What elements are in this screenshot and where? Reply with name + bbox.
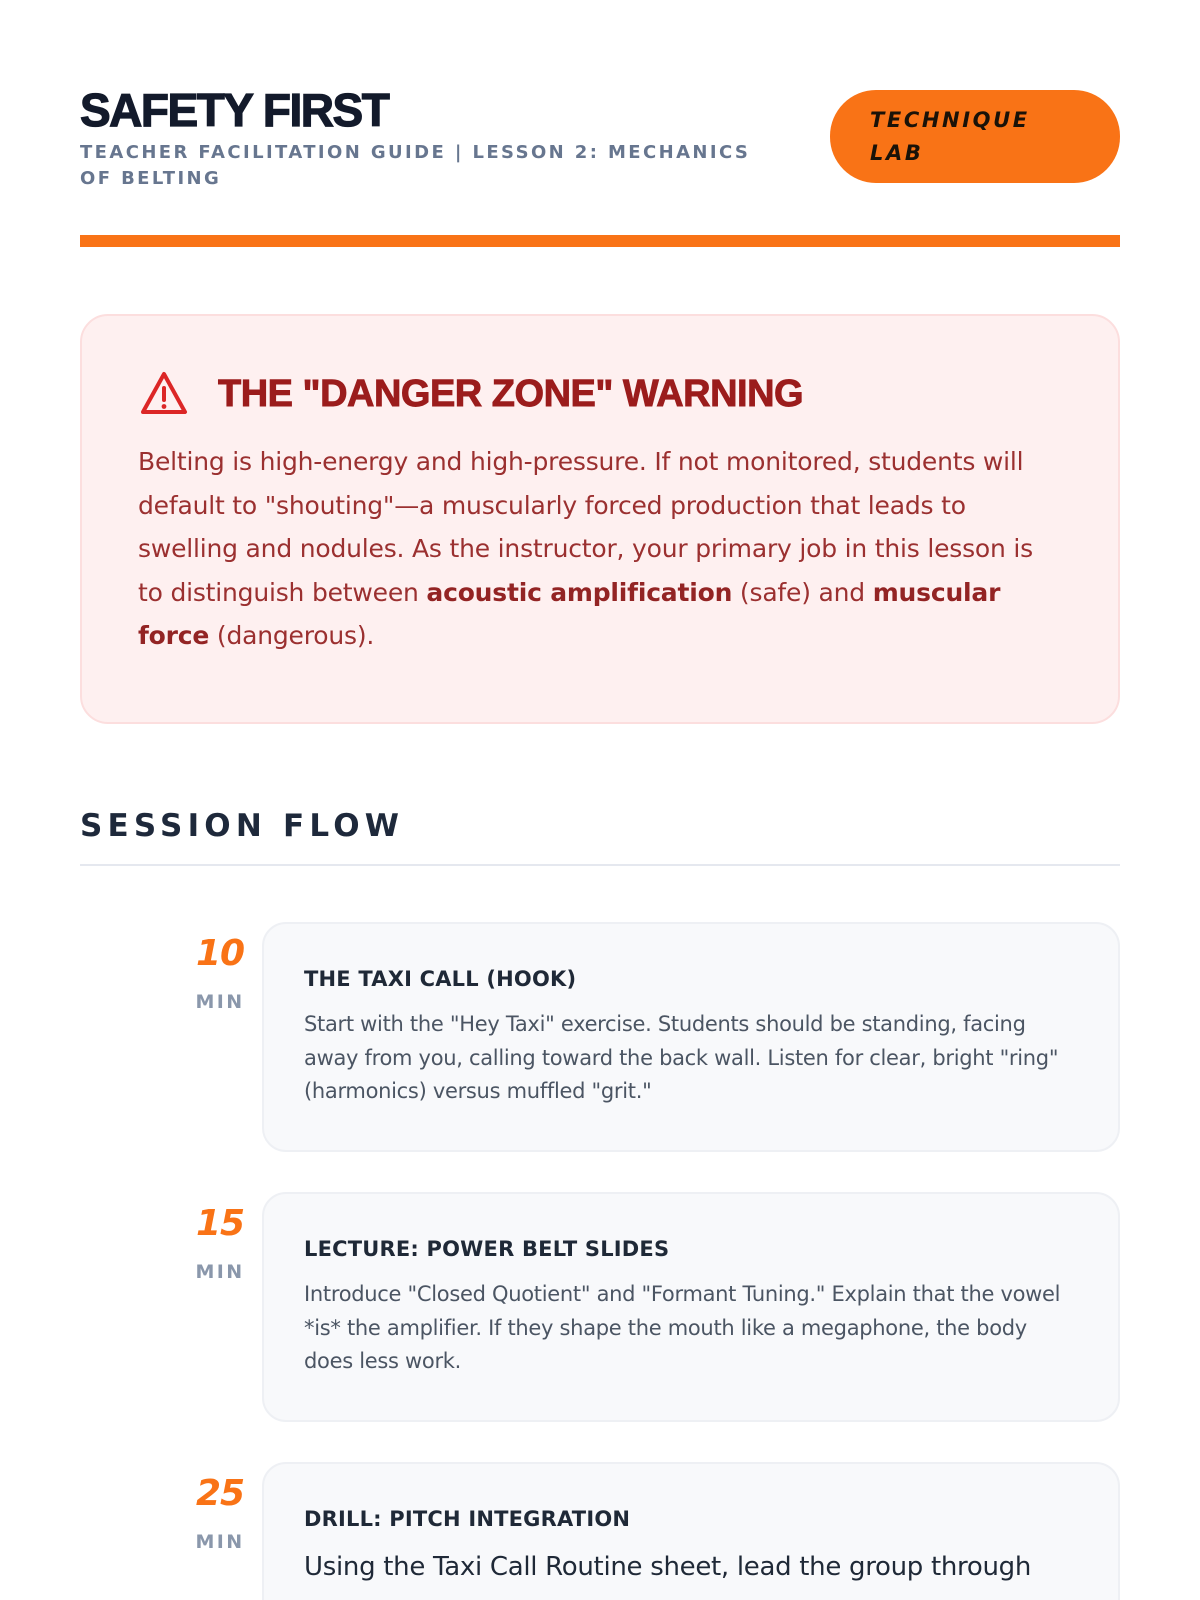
warning-header bbox=[138, 366, 1062, 422]
flow-card-title: DRILL: PITCH INTEGRATION bbox=[304, 1507, 631, 1531]
danger-term: muscular force bbox=[138, 577, 1001, 650]
page-subtitle: TEACHER FACILITATION GUIDE | LESSON 2: MECHANICS OF BELTING bbox=[80, 142, 751, 189]
flow-card-title: THE TAXI CALL (HOOK) bbox=[304, 967, 577, 991]
flow-card bbox=[262, 922, 1120, 1152]
technique-lab-badge: TECHNIQUE LAB bbox=[830, 90, 1120, 183]
warning-intro-text: Belting is high-energy and high-pressure. If not monitored, students will default to "shouting"—a muscularly forced production that leads to swelling and nodules. As the instructor, your primary job in this lesson is to distinguish between bbox=[138, 447, 1033, 607]
flow-card-text: Start with the "Hey Taxi" exercise. Students should be standing, facing away from you, calling toward the back wall. Listen for clear, bright "ring" (harmonics) versus muffled "grit." bbox=[304, 1012, 1059, 1103]
page-title: SAFETY FIRST bbox=[80, 84, 389, 136]
session-flow-heading: SESSION FLOW bbox=[80, 808, 405, 844]
danger-label-text: (dangerous). bbox=[209, 621, 375, 650]
warning-title: THE "DANGER ZONE" WARNING bbox=[218, 373, 804, 415]
duration-minutes: 15 bbox=[195, 1203, 245, 1244]
flow-item bbox=[80, 1192, 1120, 1422]
flow-card-text: Introduce "Closed Quotient" and "Formant Tuning." Explain that the vowel *is* the amplifier. If they shape the mouth like a megaphone, the body does less work. bbox=[304, 1282, 1061, 1373]
safe-label-text: (safe) and bbox=[732, 577, 873, 607]
flow-card bbox=[262, 1462, 1120, 1600]
duration-minutes: 25 bbox=[195, 1473, 245, 1514]
session-flow-divider bbox=[80, 864, 1120, 866]
flow-item bbox=[80, 1462, 1120, 1600]
duration-unit: MIN bbox=[195, 991, 245, 1013]
flow-item bbox=[80, 922, 1120, 1152]
flow-card-title: LECTURE: POWER BELT SLIDES bbox=[304, 1237, 670, 1261]
flow-card bbox=[262, 1192, 1120, 1422]
duration-minutes: 10 bbox=[195, 933, 245, 974]
flow-card-text: Using the Taxi Call Routine sheet, lead the group through bbox=[304, 1552, 1032, 1582]
safe-term: acoustic amplification bbox=[426, 577, 733, 607]
page-header bbox=[80, 82, 1120, 192]
danger-zone-warning bbox=[80, 314, 1120, 724]
warning-triangle-icon bbox=[138, 368, 190, 420]
duration-unit: MIN bbox=[195, 1261, 245, 1283]
header-divider bbox=[80, 235, 1120, 247]
warning-text bbox=[138, 440, 1062, 658]
duration-unit: MIN bbox=[195, 1531, 245, 1553]
